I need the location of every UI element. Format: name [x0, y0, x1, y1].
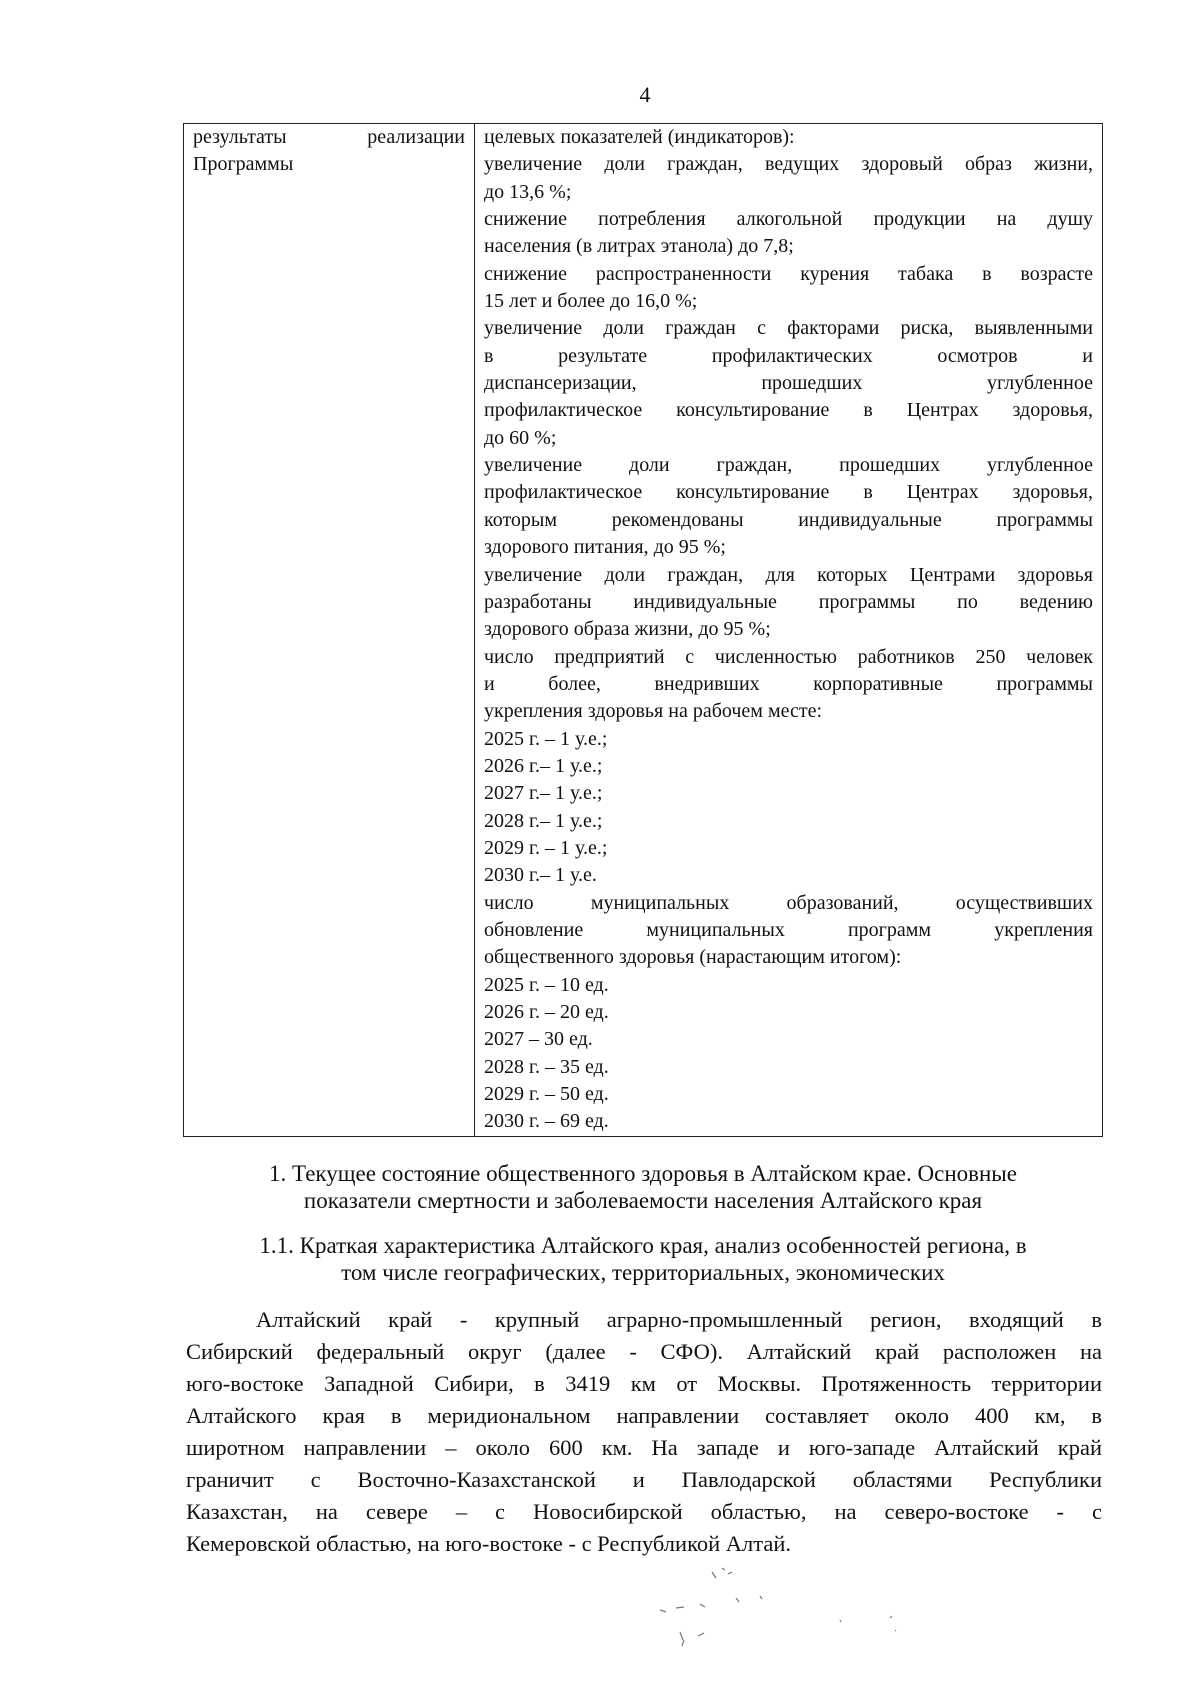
left-word-realization: реализации [367, 126, 465, 148]
indicator-line: укрепления здоровья на рабочем месте: [484, 700, 823, 723]
indicator-line: до 60 %; [484, 426, 557, 449]
indicator-line: разработаны индивидуальные программы по ведению [484, 590, 1093, 613]
scan-specks [640, 1560, 960, 1670]
indicator-line: 2026 г.– 1 у.е.; [484, 754, 603, 777]
indicator-line: 2025 г. – 1 у.е.; [484, 727, 608, 750]
indicator-line: число муниципальных образований, осуществивших [484, 891, 1093, 914]
indicator-line: здорового питания, до 95 %; [484, 536, 726, 559]
section-1-1-heading-line: том числе географических, территориальных, экономических [341, 1260, 945, 1285]
indicator-line: число предприятий с численностью работников 250 человек [484, 645, 1093, 668]
indicator-line: диспансеризации, прошедших углубленное [484, 372, 1093, 395]
section-1-heading-line: показатели смертности и заболеваемости населения Алтайского края [303, 1188, 983, 1213]
indicator-line: до 13,6 %; [484, 180, 572, 203]
indicator-line: 2027 г.– 1 у.е.; [484, 782, 603, 805]
left-line-1 [193, 124, 465, 151]
indicator-line: 15 лет и более до 16,0 %; [484, 290, 698, 313]
page-number: 4 [639, 82, 651, 107]
indicator-line: населения (в литрах этанола) до 7,8; [484, 235, 794, 258]
table-row [184, 124, 1103, 1137]
indicator-line: 2025 г. – 10 ед. [484, 973, 609, 996]
indicator-line: 2029 г. – 50 ед. [484, 1083, 609, 1106]
indicator-line: снижение потребления алкогольной продукции на душу [484, 208, 1093, 231]
paragraph-line: Алтайский край - крупный аграрно-промышленный регион, входящий в [256, 1307, 1102, 1332]
indicator-line: общественного здоровья (нарастающим итогом): [484, 946, 902, 969]
left-cell [184, 124, 475, 1137]
indicator-line: снижение распространенности курения табака в возрасте [484, 262, 1093, 285]
paragraph-line: Кемеровской областью, на юго-востоке - с Республикой Алтай. [186, 1531, 792, 1556]
indicator-line: в результате профилактических осмотров и [484, 344, 1093, 367]
indicator-line: и более, внедривших корпоративные программы [484, 672, 1093, 695]
indicators-cell [475, 124, 1103, 1137]
paragraph-line: граничит с Восточно-Казахстанской и Павлодарской областями Республики [186, 1467, 1102, 1492]
indicator-line: увеличение доли граждан с факторами риска, выявленными [484, 317, 1093, 340]
passport-table [183, 123, 1103, 1137]
indicator-line: 2026 г. – 20 ед. [484, 1001, 609, 1023]
paragraph-line: широтном направлении – около 600 км. На западе и юго-западе Алтайский край [186, 1435, 1102, 1460]
left-word-results: результаты [193, 126, 287, 148]
paragraph-line: Алтайского края в меридиональном направлении составляет около 400 км, в [186, 1403, 1102, 1428]
indicator-line: 2028 г.– 1 у.е.; [484, 809, 603, 832]
section-1-1-heading [183, 1232, 1103, 1286]
indicator-line: профилактическое консультирование в Центрах здоровья, [484, 399, 1093, 422]
indicator-line: обновление муниципальных программ укрепления [484, 918, 1093, 941]
indicator-line: 2030 г. – 69 ед. [484, 1110, 609, 1133]
indicator-line: 2029 г. – 1 у.е.; [484, 836, 608, 859]
paragraph-line: Сибирский федеральный округ (далее - СФО). Алтайский край расположен на [186, 1339, 1102, 1364]
body-paragraph [186, 1304, 1102, 1560]
indicator-line: целевых показателей (индикаторов): [484, 126, 795, 148]
indicator-line: которым рекомендованы индивидуальные программы [484, 508, 1093, 531]
indicator-line: увеличение доли граждан, прошедших углубленное [484, 454, 1093, 477]
indicator-line: профилактическое консультирование в Центрах здоровья, [484, 481, 1093, 504]
indicator-line: 2030 г.– 1 у.е. [484, 864, 597, 887]
paragraph-line: юго-востоке Западной Сибири, в 3419 км от Москвы. Протяженность территории [186, 1371, 1102, 1396]
indicator-line: 2027 – 30 ед. [484, 1028, 593, 1051]
left-word-program: Программы [193, 153, 294, 175]
section-1-heading [183, 1160, 1103, 1214]
indicator-line: здорового образа жизни, до 95 %; [484, 618, 771, 641]
indicator-line: увеличение доли граждан, ведущих здоровый образ жизни, [484, 153, 1093, 176]
indicator-line: 2028 г. – 35 ед. [484, 1055, 609, 1078]
section-1-1-heading-line: 1.1. Краткая характеристика Алтайского края, анализ особенностей региона, в [259, 1233, 1027, 1258]
paragraph-line: Казахстан, на севере – с Новосибирской областью, на северо-востоке - с [186, 1499, 1102, 1524]
indicator-line: увеличение доли граждан, для которых Центрами здоровья [484, 563, 1093, 586]
section-1-heading-line: 1. Текущее состояние общественного здоровья в Алтайском крае. Основные [269, 1161, 1017, 1186]
